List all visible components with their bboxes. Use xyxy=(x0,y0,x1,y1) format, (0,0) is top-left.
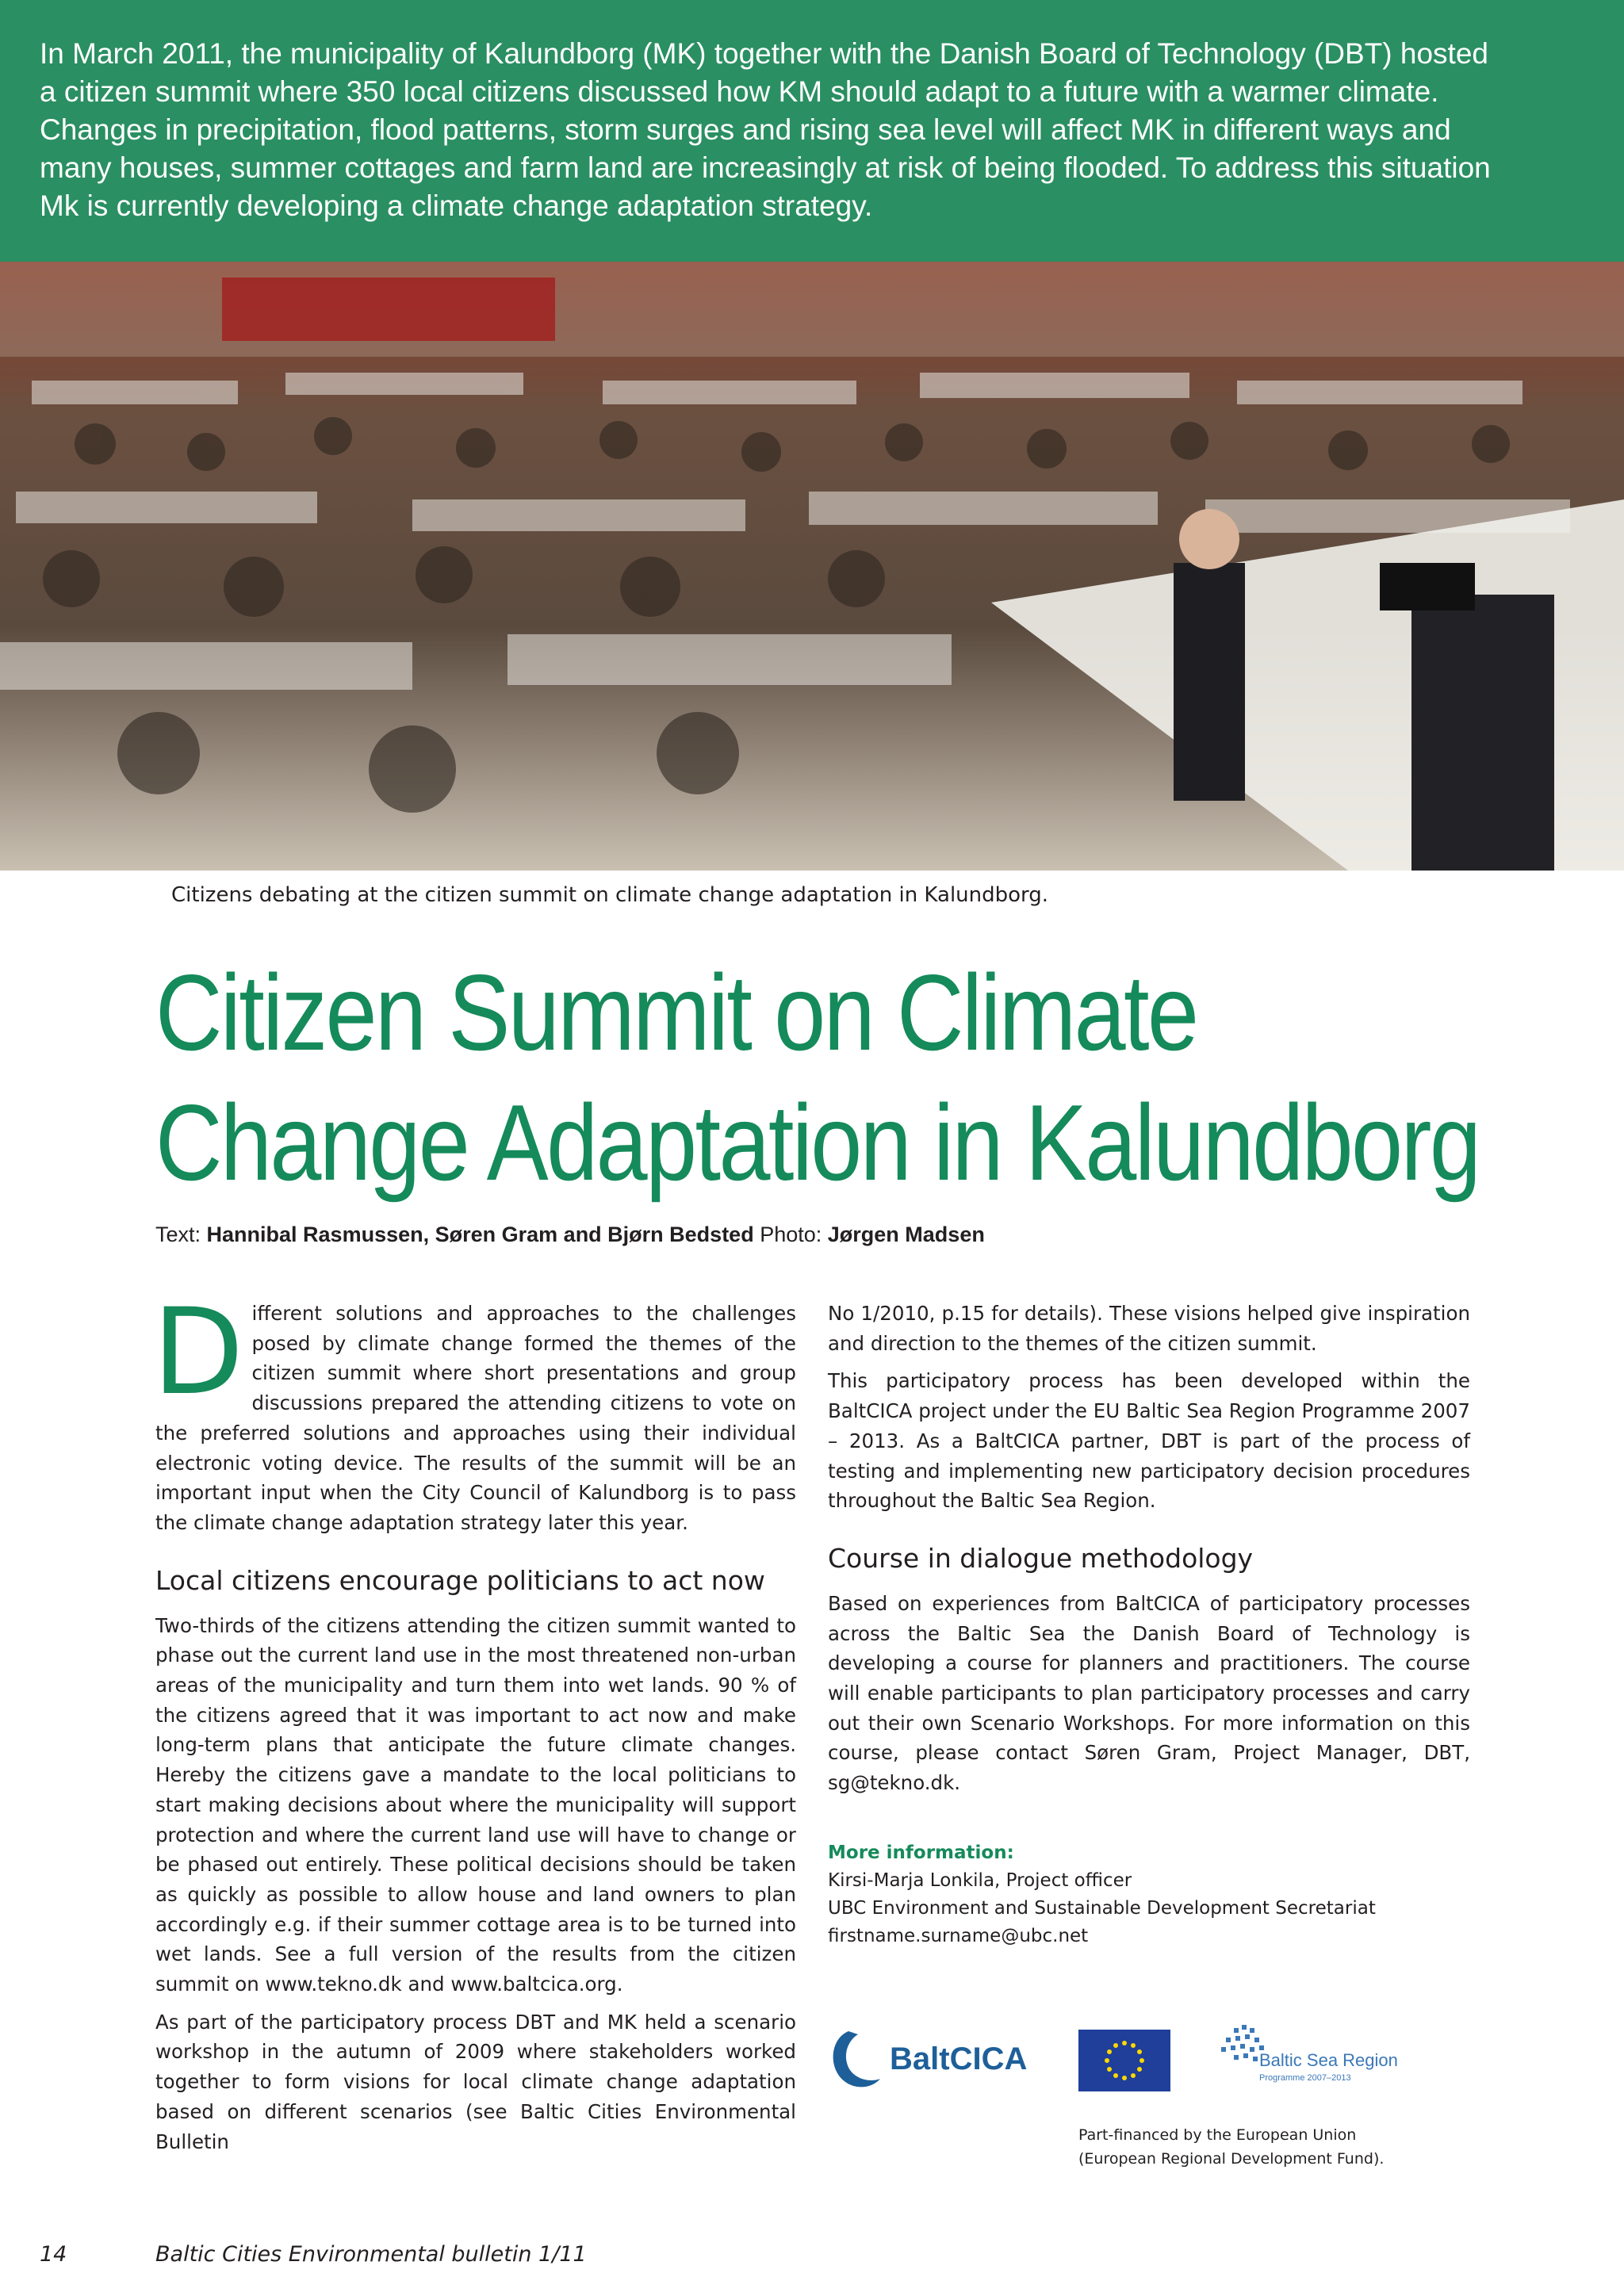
byline xyxy=(155,1223,985,1247)
dropcap: D xyxy=(152,1284,244,1422)
publication-name: Baltic Cities Environmental bulletin 1/11 xyxy=(155,2242,587,2267)
baltcica-logo-text: BaltCICA xyxy=(890,2042,1028,2076)
bsr-logo-subtext: Programme 2007–2013 xyxy=(1259,2073,1351,2083)
article-paragraph: Based on experiences from BaltCICA of participatory processes across the Baltic Sea the Danish Board of Technology is developing a course for planners and practitioners. The course will enable participants to plan participatory processes and carry out their own Scenario Workshops. For more information on this course, please contact Søren Gram, Project Manager, DBT, sg@tekno.dk. xyxy=(828,1591,1470,1795)
eu-flag-logo xyxy=(1078,2030,1170,2091)
byline-text-label: Text: xyxy=(155,1223,207,1246)
summit-photo-image xyxy=(0,262,1624,871)
paragraph-text: ifferent solutions and approaches to the challenges posed by climate change formed the themes of the citizen summit where short presentations and group discussions prepared the attending citizens to vote on the preferred solutions and approaches using their individual electronic voting device. The results of the summit will be an important input when the City Council of Kalundborg is to pass the climate change adaptation strategy later this year. xyxy=(155,1302,796,1534)
funding-note xyxy=(1078,2123,1384,2171)
article-paragraph: No 1/2010, p.15 for details). These visions helped give inspiration and direction to the themes of the citizen summit. xyxy=(828,1302,1470,1355)
baltic-sea-region-logo xyxy=(1218,2020,1416,2095)
contact-organisation: UBC Environment and Sustainable Development Secretariat xyxy=(828,1898,1376,1919)
article-column-left xyxy=(152,1284,796,2164)
funding-line-1: Part-financed by the European Union xyxy=(1078,2126,1357,2144)
article-paragraph xyxy=(152,1284,796,1538)
baltcica-logo xyxy=(825,2022,1039,2093)
byline-photo-label: Photo: xyxy=(753,1223,828,1246)
byline-authors: Hannibal Rasmussen, Søren Gram and Bjørn Bedsted xyxy=(206,1223,754,1246)
summit-photo xyxy=(0,262,1624,871)
contact-name: Kirsi-Marja Lonkila, Project officer xyxy=(828,1870,1132,1891)
intro-text: In March 2011, the municipality of Kalundborg (MK) together with the Danish Board of Technology (DBT) hosted a citizen summit where 350 local citizens discussed how KM should adapt to a future with a warmer climate. Changes in precipitation, flood patterns, storm surges and rising sea level will affect MK in different ways and many houses, summer cottages and farm land are increasingly at risk of being flooded. To address this situation Mk is currently developing a climate change adaptation strategy. xyxy=(40,37,1491,222)
eu-stars-icon xyxy=(1078,2030,1170,2091)
article-title xyxy=(155,947,1624,1207)
section-heading-course: Course in dialogue methodology xyxy=(828,1542,1254,1574)
photo-caption: Citizens debating at the citizen summit on climate change adaptation in Kalundborg. xyxy=(171,883,1049,907)
bsr-logo-text: Baltic Sea Region xyxy=(1259,2050,1398,2070)
more-info-heading: More information: xyxy=(828,1843,1014,1863)
contact-email[interactable]: firstname.surname@ubc.net xyxy=(828,1926,1089,1946)
article-column-right xyxy=(828,1299,1470,1806)
page-number: 14 xyxy=(40,2242,67,2267)
section-heading-local-citizens: Local citizens encourage politicians to act now xyxy=(155,1564,765,1596)
intro-banner xyxy=(0,0,1624,262)
partner-logos xyxy=(825,2014,1427,2109)
byline-photographer: Jørgen Madsen xyxy=(827,1223,985,1246)
more-information xyxy=(828,1839,1376,1950)
funding-line-2: (European Regional Development Fund). xyxy=(1078,2150,1385,2168)
article-title-line-1: Citizen Summit on Climate xyxy=(155,952,1197,1073)
article-paragraph: As part of the participatory process DBT and MK held a scenario workshop in the autumn of 2009 where stakeholders worked together to form visions for local climate change adaptation based on different scenarios (see Baltic Cities Environmental Bulletin xyxy=(155,2010,796,2153)
article-paragraph: Two-thirds of the citizens attending the citizen summit wanted to phase out the current land use in the most threatened non-urban areas of the municipality and turn them into wet lands. 90 % of the citizens agreed that it was important to act now and make long-term plans that anticipate the future climate changes. Hereby the citizens gave a mandate to the local politicians to start making decisions about where the municipality will support protection and where the current land use will have to change or be phased out entirely. These political decisions should be taken as quickly as possible to allow house and land owners to plan accordingly e.g. if their summer cottage area is to be turned into wet lands. See a full version of the results from the citizen summit on www.tekno.dk and www.baltcica.org. xyxy=(155,1613,796,1996)
article-title-line-2: Change Adaptation in Kalundborg xyxy=(155,1082,1480,1203)
article-paragraph: This participatory process has been developed within the BaltCICA project under the EU Baltic Sea Region Programme 2007 – 2013. As a BaltCICA partner, DBT is part of the process of testing and implementing new participatory decision procedures throughout the Baltic Sea Region. xyxy=(828,1369,1470,1513)
